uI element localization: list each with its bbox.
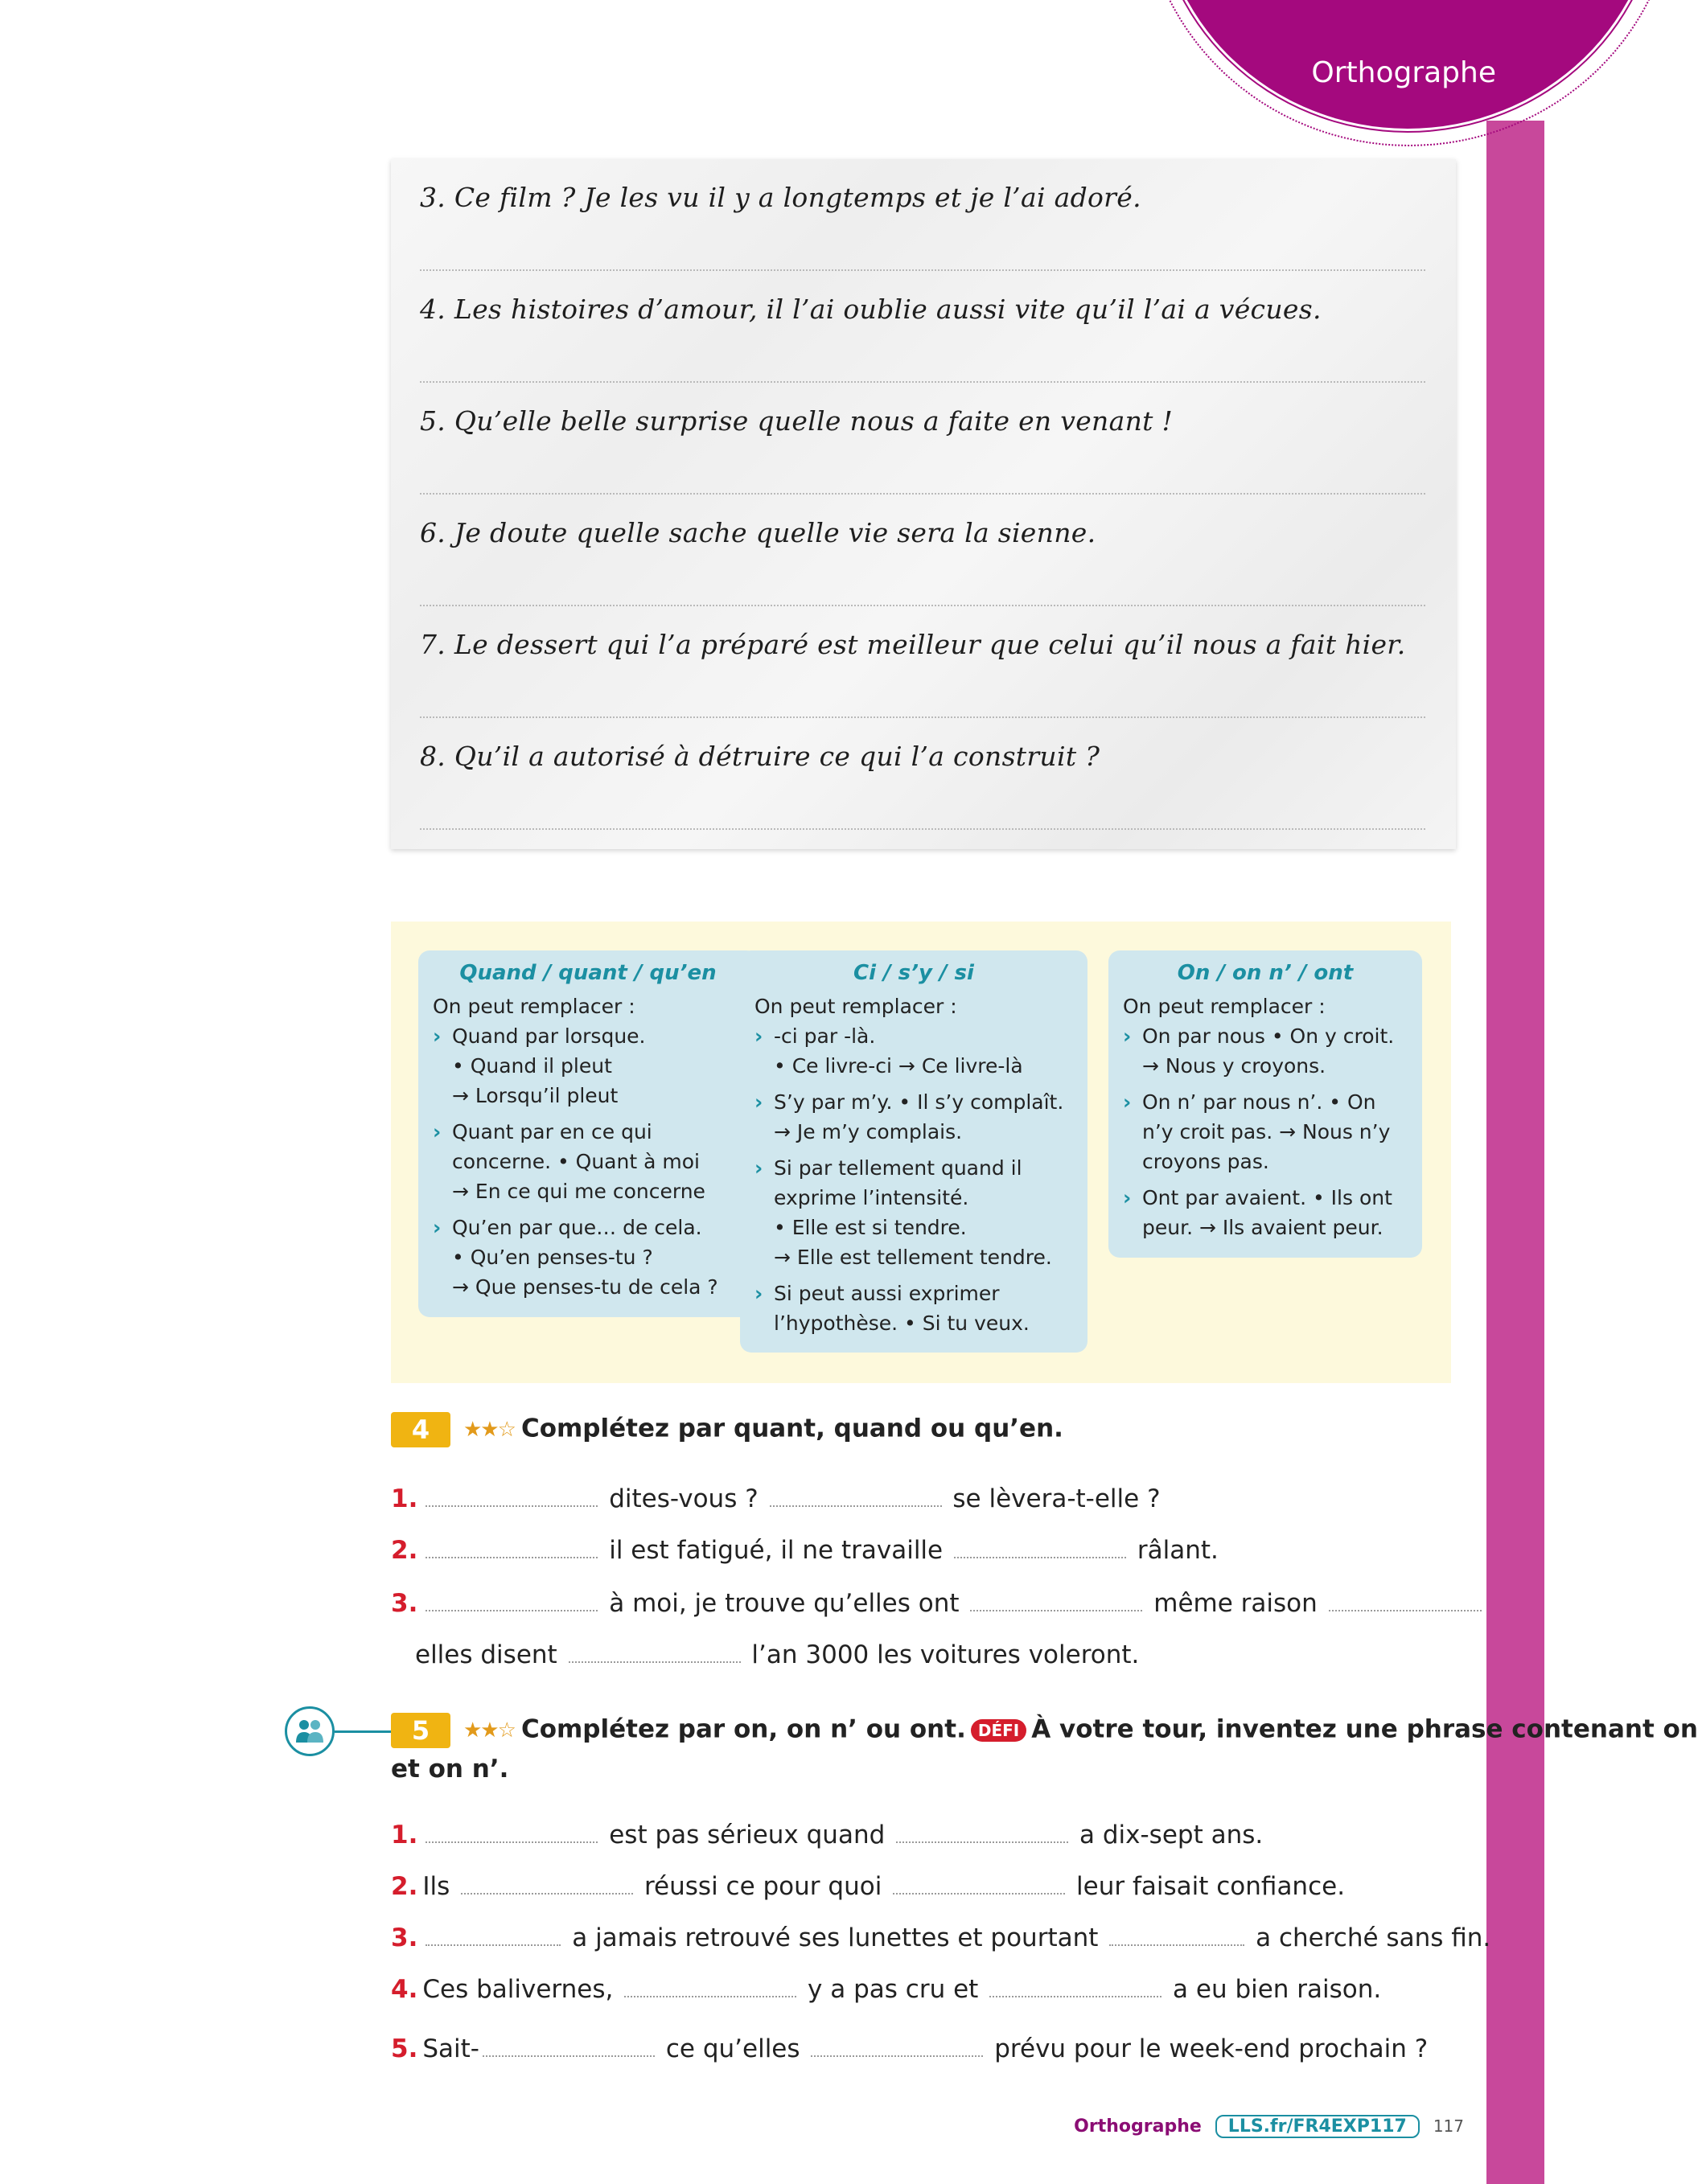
handwritten-sentence: 3. Ce film ? Je les vu il y a longtemps et je l’ai adoré.	[420, 182, 1141, 213]
chevron-right-icon: ›	[754, 1090, 763, 1114]
chevron-right-icon: ›	[754, 1282, 763, 1305]
handwritten-sentence: 4. Les histoires d’amour, il l’ai oublie aussi vite qu’il l’ai a vécues.	[420, 294, 1322, 325]
exercise-instruction-challenge: À votre tour, inventez une phrase contenant on	[1031, 1714, 1698, 1744]
line-text: est pas sérieux quand	[609, 1821, 886, 1849]
rule-card-intro: On peut remplacer :	[1123, 995, 1326, 1018]
line-text: il est fatigué, il ne travaille	[609, 1536, 944, 1565]
rule-item	[1123, 1183, 1408, 1242]
exercise-5-line-4	[391, 1972, 1381, 2005]
rule-item	[754, 1279, 1073, 1338]
rule-card-on	[1108, 950, 1422, 1258]
rule-example: → Nous y croyons.	[1142, 1054, 1326, 1078]
blank-field[interactable]	[811, 2031, 983, 2057]
footer-resource-link[interactable]: LLS.fr/FR4EXP117	[1215, 2115, 1420, 2138]
line-text: râlant.	[1137, 1536, 1219, 1565]
rule-example: • Quand il pleut	[452, 1054, 612, 1078]
section-title: Orthographe	[1311, 56, 1496, 89]
sentence-line	[420, 383, 1425, 495]
exercise-instruction-challenge: et on n’.	[391, 1755, 509, 1784]
rule-item	[433, 1213, 743, 1302]
blank-field[interactable]	[624, 1972, 796, 1997]
line-text: a dix-sept ans.	[1079, 1821, 1264, 1849]
line-number: 1.	[391, 1821, 418, 1849]
rule-text: Si par tellement quand il	[774, 1156, 1022, 1180]
blank-field[interactable]	[770, 1481, 942, 1507]
line-text: prévu pour le week-end prochain ?	[994, 2034, 1429, 2063]
exercise-instruction: Complétez par quant, quand ou qu’en.	[520, 1414, 1063, 1443]
blank-field[interactable]	[954, 1533, 1126, 1558]
blank-field[interactable]	[426, 1481, 598, 1507]
line-number: 4.	[391, 1975, 418, 2004]
rule-example: peur. → Ils avaient peur.	[1142, 1216, 1383, 1239]
exercise-4-line-2	[391, 1533, 1219, 1566]
line-text: leur faisait confiance.	[1076, 1872, 1346, 1901]
rule-example: • Qu’en penses-tu ?	[452, 1246, 653, 1269]
line-text: Ils	[422, 1872, 450, 1901]
difficulty-stars-icon: ★★☆	[463, 1718, 515, 1743]
chevron-right-icon: ›	[433, 1024, 442, 1048]
line-text: l’an 3000 les voitures voleront.	[751, 1640, 1140, 1669]
line-text: se lèvera-t-elle ?	[952, 1484, 1161, 1513]
line-number: 2.	[391, 1536, 418, 1565]
line-number: 5.	[391, 2034, 418, 2063]
rule-text: On par nous • On y croit.	[1142, 1024, 1395, 1048]
exercise-5-line-2	[391, 1869, 1345, 1903]
line-text: elles disent	[415, 1640, 557, 1669]
rule-example: → En ce qui me concerne	[452, 1180, 705, 1203]
handwritten-sentence: 6. Je doute quelle sache quelle vie sera la sienne.	[420, 517, 1096, 548]
line-number: 3.	[391, 1923, 418, 1952]
rule-text: exprime l’intensité.	[774, 1186, 969, 1209]
chevron-right-icon: ›	[1123, 1090, 1132, 1114]
exercise-4-line-3-continued	[415, 1637, 1139, 1671]
chevron-right-icon: ›	[1123, 1024, 1132, 1048]
rule-example: → Lorsqu’il pleut	[452, 1084, 619, 1107]
handwritten-sentence: 5. Qu’elle belle surprise quelle nous a faite en venant !	[420, 405, 1174, 437]
rule-item	[754, 1021, 1073, 1081]
sentence-line	[420, 495, 1425, 606]
rule-card-quand	[418, 950, 758, 1317]
exercise-4-heading	[391, 1412, 1063, 1447]
footer-section: Orthographe	[1074, 2116, 1202, 2137]
chevron-right-icon: ›	[1123, 1186, 1132, 1209]
rule-item	[433, 1021, 743, 1110]
rule-item	[433, 1117, 743, 1206]
line-text: réussi ce pour quoi	[643, 1872, 882, 1901]
blank-field[interactable]	[426, 1533, 598, 1558]
sentence-line	[420, 606, 1425, 718]
line-text: dites-vous ?	[609, 1484, 759, 1513]
blank-field[interactable]	[461, 1869, 633, 1895]
line-text: à moi, je trouve qu’elles ont	[609, 1589, 960, 1618]
exercise-5-line-5	[391, 2031, 1428, 2065]
group-connector	[335, 1730, 391, 1733]
rule-item	[1123, 1087, 1408, 1176]
chevron-right-icon: ›	[433, 1120, 442, 1143]
rule-card-title: Ci / s’y / si	[853, 961, 974, 985]
rule-text: Si peut aussi exprimer	[774, 1282, 1000, 1305]
blank-field[interactable]	[893, 1869, 1065, 1895]
exercise-4-line-1	[391, 1481, 1161, 1515]
blank-field[interactable]	[896, 1817, 1068, 1843]
line-text: a eu bien raison.	[1173, 1975, 1382, 2004]
exercise-instruction: Complétez par on, on n’ ou ont.	[520, 1714, 966, 1744]
line-text: Ces balivernes,	[422, 1975, 614, 2004]
handwritten-sentence: 8. Qu’il a autorisé à détruire ce qui l’a construit ?	[420, 741, 1100, 772]
line-text: Sait-	[422, 2034, 479, 2063]
sentence-line	[420, 271, 1425, 383]
rule-text: Ont par avaient. • Ils ont	[1142, 1186, 1392, 1209]
rule-example: n’y croit pas. → Nous n’y	[1142, 1120, 1391, 1143]
blank-field[interactable]	[569, 1637, 741, 1663]
blank-field[interactable]	[970, 1586, 1142, 1611]
sentence-line	[420, 718, 1425, 830]
exercise-number-badge: 5	[391, 1713, 450, 1748]
rule-example: → Je m’y complais.	[774, 1120, 963, 1143]
rule-card-intro: On peut remplacer :	[433, 995, 635, 1018]
line-text: y a pas cru et	[808, 1975, 979, 2004]
rule-text: -ci par -là.	[774, 1024, 876, 1048]
exercise-4-line-3	[391, 1586, 1485, 1620]
rule-text: On n’ par nous n’. • On	[1142, 1090, 1376, 1114]
exercise-5-line-3	[391, 1920, 1490, 1954]
chevron-right-icon: ›	[754, 1156, 763, 1180]
line-text: ce qu’elles	[665, 2034, 800, 2063]
rule-example: croyons pas.	[1142, 1150, 1269, 1173]
rule-text: Quant par en ce qui	[452, 1120, 652, 1143]
defi-badge: DÉFI	[971, 1719, 1026, 1742]
page-footer	[1046, 2115, 1464, 2144]
line-number: 2.	[391, 1872, 418, 1901]
grammar-rules-box	[391, 922, 1451, 1383]
blank-field[interactable]	[483, 2031, 655, 2057]
exercise-5-heading-continued	[391, 1755, 508, 1784]
rule-item	[754, 1153, 1073, 1272]
line-text: a cherché sans fin.	[1256, 1923, 1491, 1952]
blank-field[interactable]	[1329, 1586, 1482, 1611]
rule-example: • Elle est si tendre.	[774, 1216, 967, 1239]
blank-field[interactable]	[426, 1920, 561, 1946]
rule-item	[1123, 1021, 1408, 1081]
rule-example: concerne. • Quant à moi	[452, 1150, 700, 1173]
rule-card-title: Quand / quant / qu’en	[459, 961, 717, 985]
rule-example: → Que penses-tu de cela ?	[452, 1275, 718, 1299]
exercise-number-badge: 4	[391, 1412, 450, 1447]
blank-field[interactable]	[989, 1972, 1161, 1997]
rule-text: Qu’en par que… de cela.	[452, 1216, 702, 1239]
blank-field[interactable]	[426, 1586, 598, 1611]
blank-field[interactable]	[1109, 1920, 1244, 1946]
line-text: même raison	[1153, 1589, 1318, 1618]
rule-item	[754, 1087, 1073, 1147]
handwritten-sentence: 7. Le dessert qui l’a préparé est meilleur que celui qu’il nous a fait hier.	[420, 629, 1406, 660]
rule-card-intro: On peut remplacer :	[754, 995, 957, 1018]
sentence-line	[420, 159, 1425, 271]
difficulty-stars-icon: ★★☆	[463, 1418, 515, 1442]
rule-card-ci	[740, 950, 1087, 1353]
handwritten-sentences-sheet	[391, 159, 1456, 849]
chevron-right-icon: ›	[433, 1216, 442, 1239]
exercise-5-line-1	[391, 1817, 1263, 1851]
line-text: a jamais retrouvé ses lunettes et pourtant	[572, 1923, 1099, 1952]
side-band	[1486, 121, 1544, 2184]
line-number: 3.	[391, 1589, 418, 1618]
line-number: 1.	[391, 1484, 418, 1513]
rule-example: → Elle est tellement tendre.	[774, 1246, 1052, 1269]
exercise-5-heading	[391, 1713, 1698, 1748]
group-work-icon	[285, 1706, 335, 1756]
rule-text: S’y par m’y. • Il s’y complaît.	[774, 1090, 1064, 1114]
rule-text: Quand par lorsque.	[452, 1024, 646, 1048]
rule-text: l’hypothèse. • Si tu veux.	[774, 1312, 1030, 1335]
chevron-right-icon: ›	[754, 1024, 763, 1048]
rule-example: • Ce livre-ci → Ce livre-là	[774, 1054, 1023, 1078]
rule-card-title: On / on n’ / ont	[1177, 961, 1354, 985]
page-number: 117	[1433, 2116, 1464, 2136]
blank-field[interactable]	[426, 1817, 598, 1843]
